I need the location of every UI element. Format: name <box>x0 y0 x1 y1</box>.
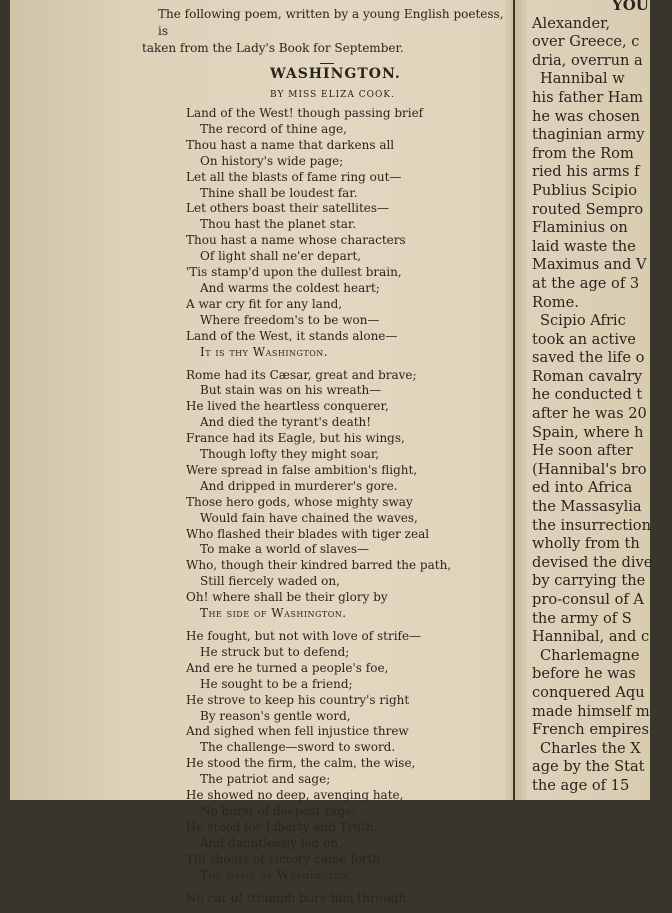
poem-line: 'Tis stamp'd upon the dullest brain, <box>186 265 402 280</box>
poem-line: Thine shall be loudest far. <box>200 185 358 200</box>
poem-title: WASHINGTON. <box>270 66 401 82</box>
article-line: (Hannibal's bro <box>532 460 647 478</box>
poem-line: Where freedom's to be won— <box>200 312 380 327</box>
poem-stanza <box>150 368 510 623</box>
article-line: his father Ham <box>532 88 644 106</box>
column-divider <box>513 0 515 800</box>
article-line: Hannibal w <box>540 70 625 88</box>
article-line: ried his arms f <box>532 163 640 181</box>
poem-line: Of light shall ne'er depart, <box>200 249 362 264</box>
article-line: he conducted t <box>532 386 643 404</box>
article-line: ed into Africa <box>532 479 633 497</box>
poem-byline: BY MISS ELIZA COOK. <box>270 90 396 100</box>
article-line: the Massasylia <box>532 498 642 516</box>
article-line: Spain, where h <box>532 423 644 441</box>
article-line: made himself m <box>532 702 650 720</box>
poem-line: It is thy Washington. <box>200 344 329 359</box>
poem-line: The patriot and sage; <box>200 772 331 787</box>
poem-line: And sighed when fell injustice threw <box>186 724 409 739</box>
poem-line: He fought, but not with love of strife— <box>186 629 422 643</box>
article-line: age by the Stat <box>532 758 645 776</box>
article-line: over Greece, c <box>532 33 640 51</box>
poem-line: Thou hast a name whose characters <box>186 233 406 248</box>
poem-line: And dauntlessly led on, <box>200 835 342 850</box>
poem-line: He lived the heartless conquerer, <box>186 399 389 414</box>
article-line: he was chosen <box>532 107 640 125</box>
poem-line: Though lofty they might soar, <box>200 447 380 462</box>
poem-line: The record of thine age, <box>200 121 347 136</box>
poem-line: And died the tyrant's death! <box>200 415 372 430</box>
title-dash <box>320 63 334 64</box>
poem-line: The side of Washington. <box>200 606 347 621</box>
poem-line: Would fain have chained the waves, <box>200 510 418 525</box>
article-body <box>532 15 672 796</box>
poem-line: And warms the coldest heart; <box>200 280 380 295</box>
poem-line: Land of the West! though passing brief <box>186 106 424 120</box>
poem-line: No car of triumph bore him through <box>186 890 407 905</box>
poem-line: On history's wide page; <box>200 153 344 168</box>
poem-line: No burst of deepest rage; <box>200 803 357 818</box>
article-line: Hannibal, and c <box>532 628 650 646</box>
poem-line: He showed no deep, avenging hate, <box>186 788 404 803</box>
intro-line-1: The following poem, written by a young English poetess, is <box>158 7 504 38</box>
poem-line: Who flashed their blades with tiger zeal <box>186 526 430 541</box>
poem-line: France had its Eagle, but his wings, <box>186 431 405 446</box>
article-line: conquered Aqu <box>532 683 645 701</box>
poem-line: Let all the blasts of fame ring out— <box>186 169 402 184</box>
article-line: devised the dive <box>532 553 653 571</box>
article-line: pro-consul of A <box>532 591 644 608</box>
article-line: by carrying the <box>532 572 646 590</box>
article-line: Charlemagne <box>540 646 640 664</box>
poem-line: Rome had its Cæsar, great and brave; <box>186 367 417 382</box>
article-line: Publius Scipio <box>532 181 638 199</box>
poem-stanza <box>150 629 510 884</box>
article-line: thaginian army <box>532 126 645 144</box>
poem-line: Thou hast the planet star. <box>200 217 357 232</box>
article-line: wholly from th <box>532 535 640 553</box>
article-line: dria, overrun a <box>532 51 643 69</box>
poem-line: But stain was on his wreath— <box>200 383 382 398</box>
poem-line: The name of Washington. <box>200 867 353 882</box>
poem-line: And ere he turned a people's foe, <box>186 660 389 675</box>
poem-line: Those hero gods, whose mighty sway <box>186 494 413 509</box>
poem-line: A war cry fit for any land, <box>186 296 343 311</box>
article-line: Maximus and V <box>532 256 647 274</box>
poem-stanza <box>150 106 510 361</box>
article-line: the age of 15 <box>532 776 630 794</box>
article-line: routed Sempro <box>532 200 644 218</box>
article-line: He soon after <box>532 442 633 460</box>
article-line: the insurrection <box>532 516 651 534</box>
poem-line: He strove to keep his country's right <box>186 692 410 707</box>
article-line: Roman cavalry <box>532 367 643 385</box>
poem-line: Let others boast their satellites— <box>186 201 390 216</box>
poem-stanza <box>150 891 510 907</box>
poem-body <box>150 106 510 906</box>
article-line: Alexander, <box>532 14 611 32</box>
article-line: saved the life o <box>532 349 645 367</box>
poem-line: To make a world of slaves— <box>200 542 370 557</box>
adjacent-article-column <box>532 0 672 796</box>
intro-line-2: taken from the Lady's Book for September. <box>142 41 404 55</box>
poem-line: Land of the West, it stands alone— <box>186 328 398 343</box>
poem-line: Oh! where shall be their glory by <box>186 590 388 605</box>
poem-line: Who, though their kindred barred the path, <box>186 558 452 573</box>
poem-line: He stood for Liberty and Truth, <box>186 819 378 834</box>
poem-line: And dripped in murderer's gore. <box>200 478 398 493</box>
poem-column <box>142 6 510 913</box>
poem-line: He struck but to defend; <box>200 644 350 659</box>
article-line: Flaminius on <box>532 219 628 237</box>
article-line: at the age of 3 <box>532 274 640 292</box>
poem-line: He stood the firm, the calm, the wise, <box>186 756 416 771</box>
article-line: before he was <box>532 665 636 683</box>
poem-line: Thou hast a name that darkens all <box>186 137 395 152</box>
article-line: Scipio Afric <box>540 312 626 330</box>
poem-line: By reason's gentle word, <box>200 708 351 723</box>
article-line: from the Rom <box>532 144 634 162</box>
poem-line: Were spread in false ambition's flight, <box>186 462 418 477</box>
article-line: took an active <box>532 330 636 348</box>
poem-line: The challenge—sword to sword. <box>200 740 396 755</box>
article-line: French empires <box>532 721 649 739</box>
article-line: the army of S <box>532 609 632 627</box>
poem-line: He sought to be a friend; <box>200 676 353 691</box>
article-line: Rome. <box>532 293 579 311</box>
poem-line: Till shouts of victory came forth <box>186 851 381 866</box>
article-line: Charles the X <box>540 739 641 757</box>
newspaper-page <box>10 0 653 905</box>
article-line: after he was 20 <box>532 405 647 423</box>
article-heading: YOU <box>612 0 649 14</box>
article-line: laid waste the <box>532 237 636 255</box>
poem-line: Still fiercely waded on, <box>200 574 340 589</box>
